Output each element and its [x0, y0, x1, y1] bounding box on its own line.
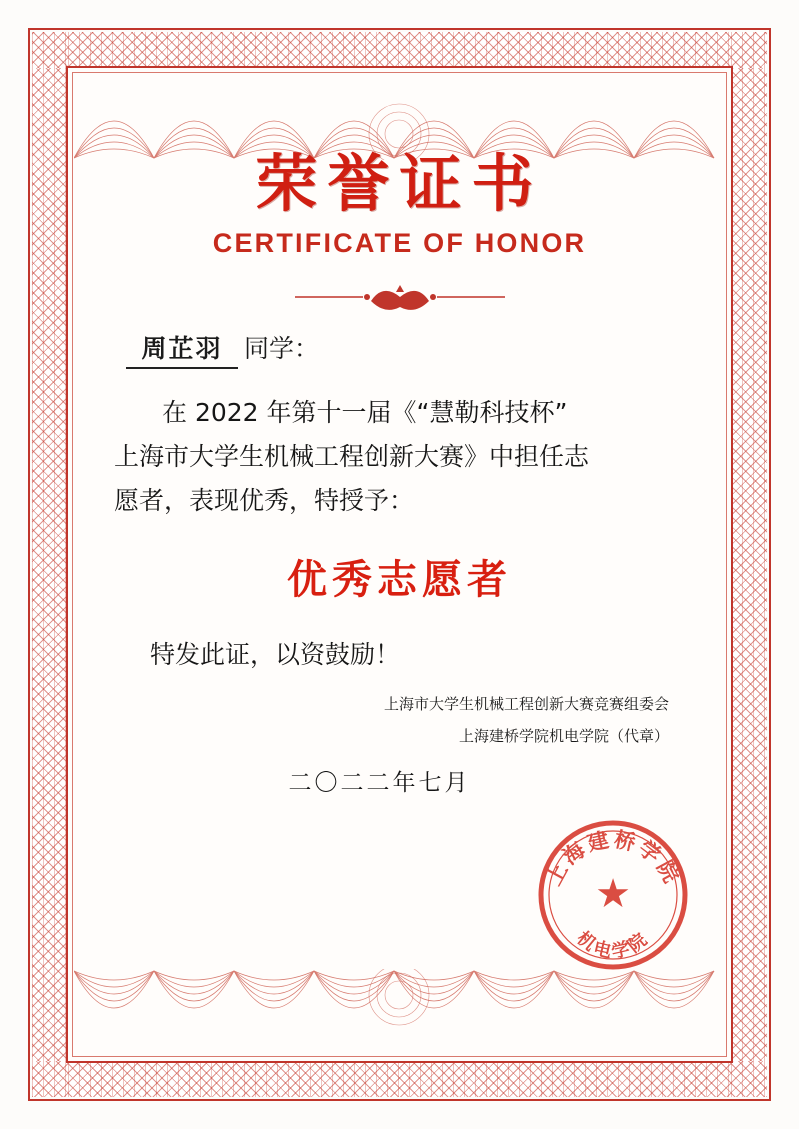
body-line-3: 愿者，表现优秀，特授予：: [114, 485, 415, 515]
closing-line: 特发此证，以资鼓励！: [150, 640, 401, 670]
recipient-name: 周芷羽: [126, 329, 238, 369]
recipient-suffix: 同学：: [244, 334, 320, 364]
seal-top-text: 上海建桥学院: [541, 827, 685, 890]
page-title-english: CERTIFICATE OF HONOR: [212, 228, 587, 259]
page-title-chinese: 荣誉证书: [255, 147, 544, 220]
issuer-line-2: 上海建桥学院机电学院（代章）: [458, 726, 669, 745]
certificate-body: [114, 391, 695, 522]
seal-bottom-text: 机电学院: [572, 927, 654, 964]
body-line-1: 在 2022 年第十一届《“慧勒科技杯”: [162, 398, 568, 428]
salutation-line: [126, 329, 709, 369]
seal-star-icon: ★: [595, 871, 631, 916]
ornament-divider-icon: [285, 275, 515, 319]
issue-date: 二〇二二年七月: [288, 770, 471, 797]
certificate-content: [90, 147, 709, 979]
award-title: 优秀志愿者: [287, 557, 512, 604]
body-line-2: 上海市大学生机械工程创新大赛》中担任志: [114, 441, 590, 471]
issuer-line-1: 上海市大学生机械工程创新大赛竞赛组委会: [383, 695, 669, 714]
issuer-block: [90, 689, 709, 752]
